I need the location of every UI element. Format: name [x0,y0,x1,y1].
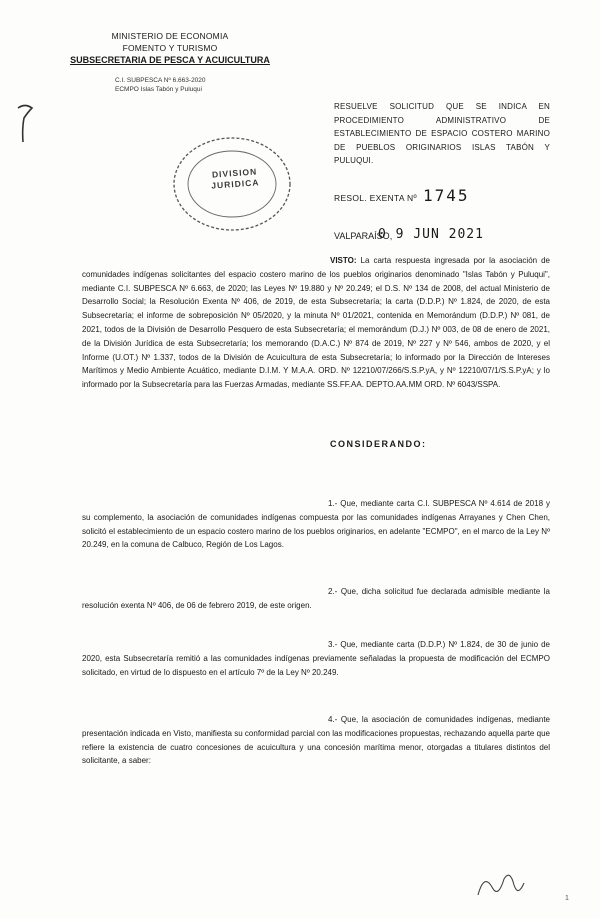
resolution-date-stamp: 0 9 JUN 2021 [378,227,484,242]
considerando-heading: CONSIDERANDO: [330,439,427,449]
place-label: VALPARAÍSO, [334,231,393,241]
initials-mark [470,865,530,905]
resolution-summary: RESUELVE SOLICITUD QUE SE INDICA EN PROCEDIMIENTO ADMINISTRATIVO DE ESTABLECIMIENTO DE ESPACIO COSTERO MARINO DE PUEBLOS ORIGINARIOS ISLAS TABÓN Y PULUQUI. [334,102,550,165]
visto-label: VISTO: [330,256,357,265]
page-number: 1 [565,895,569,902]
ministry-line-1: MINISTERIO DE ECONOMIA [111,31,229,41]
reference-block [115,76,206,94]
stamp-line: JURIDICA [210,177,260,191]
stamp-text [204,166,265,192]
margin-annotation-mark [14,102,36,146]
considerando-paragraph-2: 2.- Que, dicha solicitud fue declarada admisible mediante la resolución exenta Nº 406, de 06 de febrero 2019, de este origen. [82,587,550,610]
considerando-paragraph-1: 1.- Que, mediante carta C.I. SUBPESCA Nº 4.614 de 2018 y su complemento, la asociación de comunidades indígenas compuesta por las comunidades indígenas Arrayanes y Chen Chen, solicitó el establecimiento de un espacio costero marino de los pueblos originarios, en adelante "ECMPO", en el marco de la Ley Nº 20.249, en la comuna de Calbuco, Región de Los Lagos. [82,499,550,550]
subsecretaria-title: SUBSECRETARIA DE PESCA Y ACUICULTURA [70,55,270,65]
reference-line: C.I. SUBPESCA Nº 6.663-2020 [115,77,206,84]
resolution-number: 1745 [423,186,470,205]
resolution-label: RESOL. EXENTA Nº [334,193,417,203]
reference-line: ECMPO Islas Tabón y Puluqui [115,86,202,93]
considerando-paragraph-4: 4.- Que, la asociación de comunidades indígenas, mediante presentación indicada en Visto, manifiesta su conformidad parcial con las modificaciones propuestas, rechazando aquella parte que refiere la existencia de cuatro concesiones de acuicultura y una concesión marítima menor, otorgadas a titulares distintos del solicitante, a saber: [82,715,550,766]
visto-paragraph [82,254,550,392]
ministry-line-2: FOMENTO Y TURISMO [122,43,218,53]
letterhead [70,30,270,66]
stamp-line: DIVISION [211,166,258,180]
considerando-paragraph-3: 3.- Que, mediante carta (D.D.P.) Nº 1.824, de 30 de junio de 2020, esta Subsecretaría remitió a las comunidades indígenas previamente señaladas la propuesta de modificación del ECMPO solicitado, en virtud de lo dispuesto en el artículo 7º de la Ley Nº 20.249. [82,640,550,677]
visto-text: La carta respuesta ingresada por la asociación de comunidades indígenas solicitantes del espacio costero marino de los pueblos originarios denominado "Islas Tabón y Puluqui", mediante C.I. SUBPESCA Nº 6.663, de 2020; las Leyes Nº 19.880 y Nº 20.249; el D.S. Nº 134 de 2008, del actual Ministerio de Desarrollo Social; la Resolución Exenta Nº 406, de 2019, de esta Subsecretaría; la carta (D.D.P.) Nº 1.824, de 2020, de esta Subsecretaría; el informe de sobreposición Nº 05/2020, y la minuta Nº 01/2021, contenida en Memorándum (D.D.P.) Nº 081, de 2021, todos de la División de Desarrollo Pesquero de esta Subsecretaría; el memorándum (D.J.) Nº 003, de 08 de enero de 2021, de la División Jurídica de esta Subsecretaría; los memorando (D.A.C.) Nº 874 de 2019, Nº 227 y Nº 546, ambos de 2020, y el Informe (U.OT.) Nº 1.337, todos de la División de Acuicultura de esta Subsecretaría; lo informado por la Dirección de Intereses Marítimos y Medio Ambiente Acuático, mediante D.I.M. Y M.A.A. ORD. Nº 12210/07/266/S.S.P.yA, y Nº 12210/07/1/S.S.P.yA; y lo informado por la Subsecretaría para las Fuerzas Armadas, mediante SS.FF.AA. DEPTO.AA.MM ORD. Nº 6043/SSPA. [82,256,551,390]
